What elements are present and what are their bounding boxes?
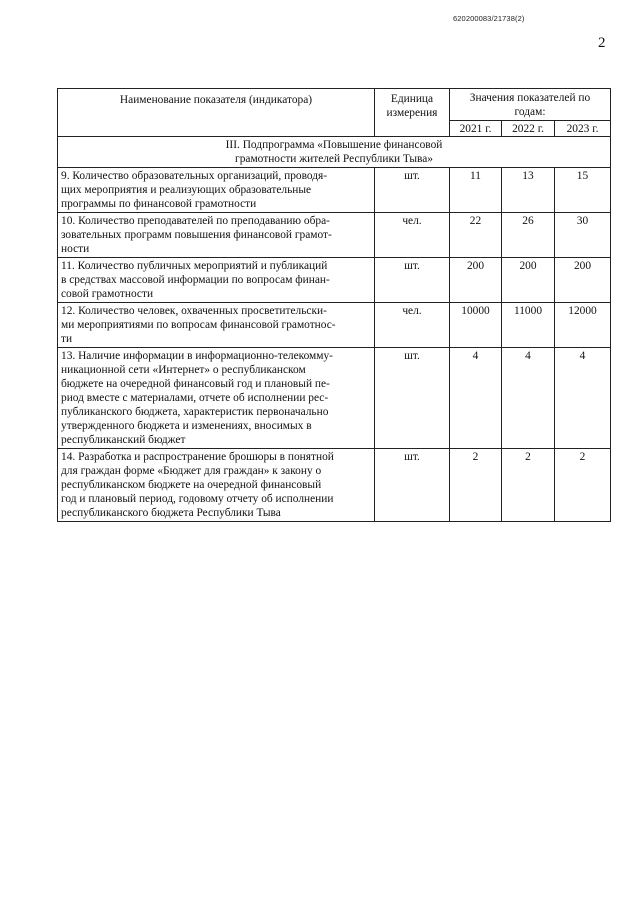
value-2022: 4 bbox=[502, 348, 555, 449]
name-line: 9. Количество образовательных организаций, проводя- bbox=[61, 170, 328, 182]
value-2023: 4 bbox=[555, 348, 611, 449]
table-row bbox=[58, 213, 611, 258]
name-line: риод вместе с материалами, отчете об исполнении рес- bbox=[61, 392, 329, 404]
value-2023: 12000 bbox=[555, 303, 611, 348]
name-line: программы по финансовой грамотности bbox=[61, 198, 257, 210]
value-2022: 200 bbox=[502, 258, 555, 303]
section-title-line1: III. Подпрограмма «Повышение финансовой bbox=[225, 139, 443, 151]
table-row bbox=[58, 258, 611, 303]
header-year-2021: 2021 г. bbox=[450, 121, 502, 137]
value-2023: 2 bbox=[555, 449, 611, 522]
header-values-line2: годам: bbox=[514, 106, 546, 118]
name-line: утвержденного бюджета и изменениях, вносимых в bbox=[61, 420, 312, 432]
name-line: 12. Количество человек, охваченных просветительски- bbox=[61, 305, 327, 317]
table-row bbox=[58, 303, 611, 348]
name-line: бюджете на очередной финансовый год и плановый пе- bbox=[61, 378, 330, 390]
name-line: республиканского бюджета Республики Тыва bbox=[61, 507, 281, 519]
name-line: 10. Количество преподавателей по преподаванию обра- bbox=[61, 215, 330, 227]
header-year-2022: 2022 г. bbox=[502, 121, 555, 137]
name-line: год и плановый период, годовому отчету об исполнении bbox=[61, 493, 334, 505]
page-number: 2 bbox=[598, 35, 606, 51]
value-2021: 2 bbox=[450, 449, 502, 522]
header-values bbox=[450, 89, 611, 121]
indicator-name bbox=[58, 348, 375, 449]
value-2022: 11000 bbox=[502, 303, 555, 348]
value-2021: 4 bbox=[450, 348, 502, 449]
unit-cell: шт. bbox=[375, 348, 450, 449]
name-line: 11. Количество публичных мероприятий и публикаций bbox=[61, 260, 328, 272]
header-indicator-name: Наименование показателя (индикатора) bbox=[58, 89, 375, 137]
value-2021: 200 bbox=[450, 258, 502, 303]
indicator-name bbox=[58, 213, 375, 258]
unit-cell: шт. bbox=[375, 449, 450, 522]
name-line: 14. Разработка и распространение брошюры в понятной bbox=[61, 451, 334, 463]
value-2021: 22 bbox=[450, 213, 502, 258]
unit-cell: шт. bbox=[375, 168, 450, 213]
table-row bbox=[58, 449, 611, 522]
section-title bbox=[58, 137, 611, 168]
name-line: для граждан форме «Бюджет для граждан» к закону о bbox=[61, 465, 322, 477]
header-year-2023: 2023 г. bbox=[555, 121, 611, 137]
name-line: никационной сети «Интернет» о республиканском bbox=[61, 364, 306, 376]
value-2021: 11 bbox=[450, 168, 502, 213]
indicator-name bbox=[58, 449, 375, 522]
value-2021: 10000 bbox=[450, 303, 502, 348]
indicators-table bbox=[57, 88, 611, 522]
name-line: щих мероприятия и реализующих образовательные bbox=[61, 184, 312, 196]
indicator-name bbox=[58, 168, 375, 213]
value-2023: 200 bbox=[555, 258, 611, 303]
unit-cell: чел. bbox=[375, 213, 450, 258]
name-line: публиканского бюджета, характеристик первоначально bbox=[61, 406, 329, 418]
header-values-line1: Значения показателей по bbox=[469, 92, 591, 104]
header-unit-line2: измерения bbox=[386, 107, 438, 119]
indicator-name bbox=[58, 303, 375, 348]
value-2022: 26 bbox=[502, 213, 555, 258]
table-row bbox=[58, 348, 611, 449]
name-line: ти bbox=[61, 333, 73, 345]
value-2023: 15 bbox=[555, 168, 611, 213]
name-line: ми мероприятиями по вопросам финансовой грамотнос- bbox=[61, 319, 336, 331]
document-code: 620200083/21738(2) bbox=[453, 14, 525, 23]
table-row bbox=[58, 168, 611, 213]
header-unit bbox=[375, 89, 450, 137]
section-title-line2: грамотности жителей Республики Тыва» bbox=[235, 153, 433, 165]
name-line: в средствах массовой информации по вопросам финан- bbox=[61, 274, 330, 286]
indicator-name bbox=[58, 258, 375, 303]
name-line: республиканском бюджете на очередной финансовый bbox=[61, 479, 322, 491]
value-2022: 2 bbox=[502, 449, 555, 522]
name-line: республиканский бюджет bbox=[61, 434, 186, 446]
unit-cell: чел. bbox=[375, 303, 450, 348]
value-2022: 13 bbox=[502, 168, 555, 213]
name-line: зовательных программ повышения финансовой грамот- bbox=[61, 229, 332, 241]
name-line: ности bbox=[61, 243, 90, 255]
header-unit-line1: Единица bbox=[390, 93, 434, 105]
value-2023: 30 bbox=[555, 213, 611, 258]
unit-cell: шт. bbox=[375, 258, 450, 303]
name-line: совой грамотности bbox=[61, 288, 154, 300]
name-line: 13. Наличие информации в информационно-телекомму- bbox=[61, 350, 333, 362]
